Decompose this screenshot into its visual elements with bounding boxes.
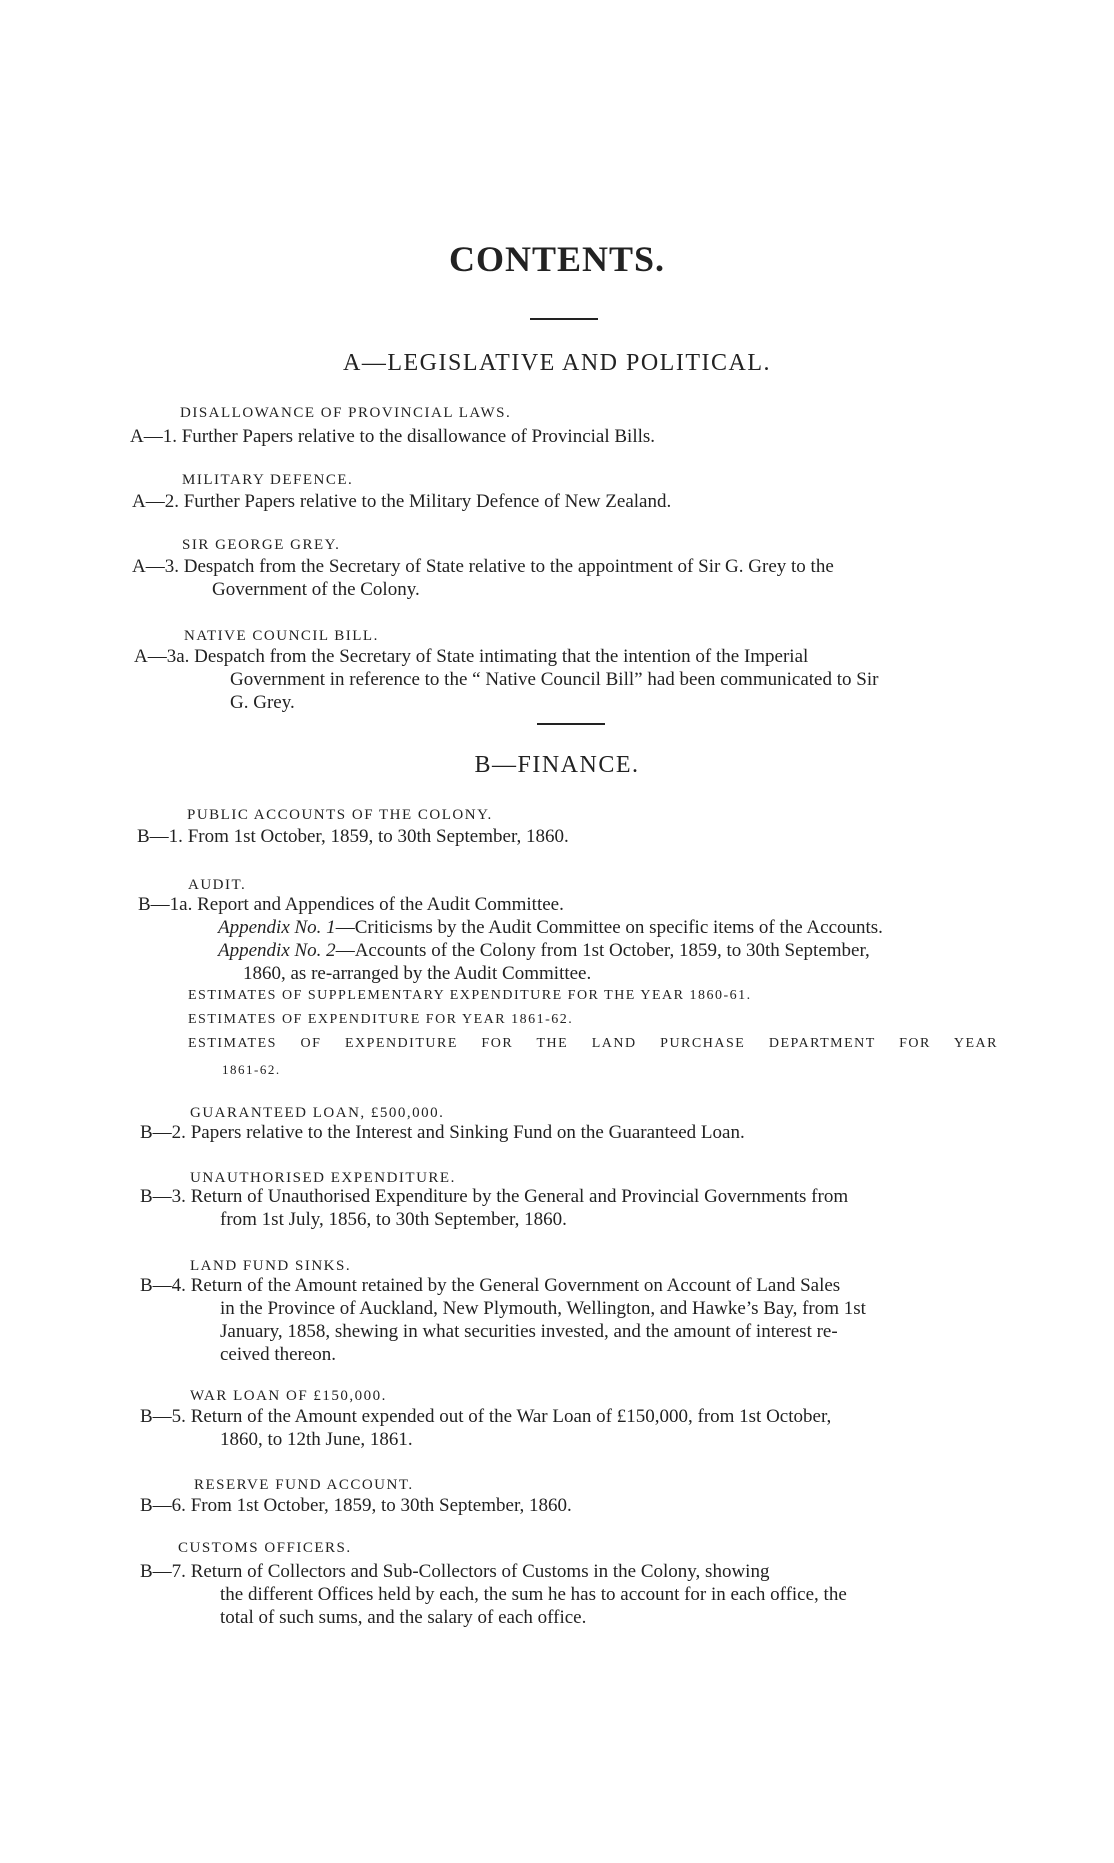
entry-text: Report and Appendices of the Audit Committee. <box>197 894 564 915</box>
entry-b5 <box>140 1405 998 1451</box>
subheading-guaranteed-loan: GUARANTEED LOAN, £500,000. <box>190 1105 445 1121</box>
appendix-text: —Criticisms by the Audit Committee on specific items of the Accounts. <box>335 917 883 938</box>
entry-text: Return of the Amount retained by the General Government on Account of Land Sales <box>190 1275 841 1296</box>
subheading-reserve-fund: RESERVE FUND ACCOUNT. <box>194 1477 414 1493</box>
appendix-text-continued: 1860, as re-arranged by the Audit Committee. <box>243 963 592 984</box>
entry-text-continued: January, 1858, shewing in what securities invested, and the amount of interest re- <box>220 1321 838 1342</box>
entry-code: B—1a. <box>138 894 193 915</box>
subheading-unauthorised: UNAUTHORISED EXPENDITURE. <box>190 1170 456 1186</box>
entry-b7 <box>140 1560 990 1629</box>
entry-b3 <box>140 1185 1000 1231</box>
entry-text-continued: Government in reference to the “ Native Council Bill” had been communicated to Sir <box>230 669 879 690</box>
estimates-land-purchase-year: 1861-62. <box>222 1062 281 1077</box>
estimates-land-purchase: ESTIMATES OF EXPENDITURE FOR THE LAND PURCHASE DEPARTMENT FOR YEAR <box>188 1036 998 1051</box>
section-rule <box>537 723 605 725</box>
entry-code: B—3. <box>140 1186 186 1207</box>
entry-text-continued: ceived thereon. <box>220 1344 337 1365</box>
entry-text: Further Papers relative to the disallowance of Provincial Bills. <box>181 426 656 447</box>
estimates-supplementary: ESTIMATES OF SUPPLEMENTARY EXPENDITURE FOR THE YEAR 1860-61. <box>188 988 752 1003</box>
entry-a2 <box>132 490 1012 513</box>
subheading-native-council: NATIVE COUNCIL BILL. <box>184 628 379 644</box>
section-b-heading: B—FINANCE. <box>474 752 640 778</box>
entry-text-continued: from 1st July, 1856, to 30th September, 1860. <box>220 1209 567 1230</box>
subheading-customs: CUSTOMS OFFICERS. <box>178 1540 352 1556</box>
entry-code: B—2. <box>140 1122 186 1143</box>
entry-a3a <box>134 645 998 714</box>
entry-text: Further Papers relative to the Military Defence of New Zealand. <box>183 491 672 512</box>
entry-text: Papers relative to the Interest and Sinking Fund on the Guaranteed Loan. <box>190 1122 745 1143</box>
subheading-land-fund: LAND FUND SINKS. <box>190 1258 352 1274</box>
entry-text-continued: total of such sums, and the salary of each office. <box>220 1607 587 1628</box>
entry-code: B—6. <box>140 1495 186 1516</box>
title-rule <box>530 318 598 320</box>
entry-code: B—5. <box>140 1406 186 1427</box>
estimates-expenditure: ESTIMATES OF EXPENDITURE FOR YEAR 1861-62. <box>188 1012 574 1027</box>
subheading-sir-george-grey: SIR GEORGE GREY. <box>182 537 341 553</box>
subheading-war-loan: WAR LOAN OF £150,000. <box>190 1388 387 1404</box>
entry-b2 <box>140 1121 1000 1144</box>
section-a-heading: A—LEGISLATIVE AND POLITICAL. <box>343 350 771 376</box>
entry-b4 <box>140 1274 998 1366</box>
appendix-2 <box>138 939 1000 962</box>
appendix-label: Appendix No. 1 <box>218 917 336 938</box>
entry-text: From 1st October, 1859, to 30th September, 1860. <box>187 826 569 847</box>
entry-text: Return of the Amount expended out of the War Loan of £150,000, from 1st October, <box>190 1406 832 1427</box>
subheading-disallowance: DISALLOWANCE OF PROVINCIAL LAWS. <box>180 405 512 421</box>
subheading-audit: AUDIT. <box>188 877 247 893</box>
entry-text-continued: G. Grey. <box>230 692 295 713</box>
entry-code: B—1. <box>137 826 183 847</box>
entry-text: From 1st October, 1859, to 30th September, 1860. <box>190 1495 572 1516</box>
entry-code: B—4. <box>140 1275 186 1296</box>
entry-text: Despatch from the Secretary of State intimating that the intention of the Imperial <box>194 646 809 667</box>
appendix-label: Appendix No. 2 <box>218 940 336 961</box>
entry-code: A—3a. <box>134 646 190 667</box>
appendix-text: —Accounts of the Colony from 1st October, 1859, to 30th September, <box>335 940 870 961</box>
entry-text-continued: Government of the Colony. <box>212 579 420 600</box>
entry-code: A—3. <box>132 556 179 577</box>
page-title: CONTENTS. <box>448 239 666 279</box>
entry-code: A—1. <box>130 426 177 447</box>
entry-text: Return of Unauthorised Expenditure by the General and Provincial Governments from <box>190 1186 849 1207</box>
entry-code: B—7. <box>140 1561 186 1582</box>
entry-code: A—2. <box>132 491 179 512</box>
subheading-public-accounts: PUBLIC ACCOUNTS OF THE COLONY. <box>187 807 493 823</box>
entry-b1a <box>138 893 1000 985</box>
entry-text-continued: in the Province of Auckland, New Plymouth, Wellington, and Hawke’s Bay, from 1st <box>220 1298 866 1319</box>
entry-b6 <box>140 1494 1000 1517</box>
entry-a1 <box>130 425 1010 448</box>
subheading-military: MILITARY DEFENCE. <box>182 472 354 488</box>
entry-text-continued: the different Offices held by each, the sum he has to account for in each office, the <box>220 1584 847 1605</box>
entry-b1 <box>137 825 997 848</box>
appendix-1 <box>138 916 1000 939</box>
entry-text-continued: 1860, to 12th June, 1861. <box>220 1429 413 1450</box>
entry-text: Return of Collectors and Sub-Collectors of Customs in the Colony, showing <box>190 1561 770 1582</box>
entry-a3 <box>132 555 998 601</box>
entry-text: Despatch from the Secretary of State relative to the appointment of Sir G. Grey to the <box>183 556 834 577</box>
